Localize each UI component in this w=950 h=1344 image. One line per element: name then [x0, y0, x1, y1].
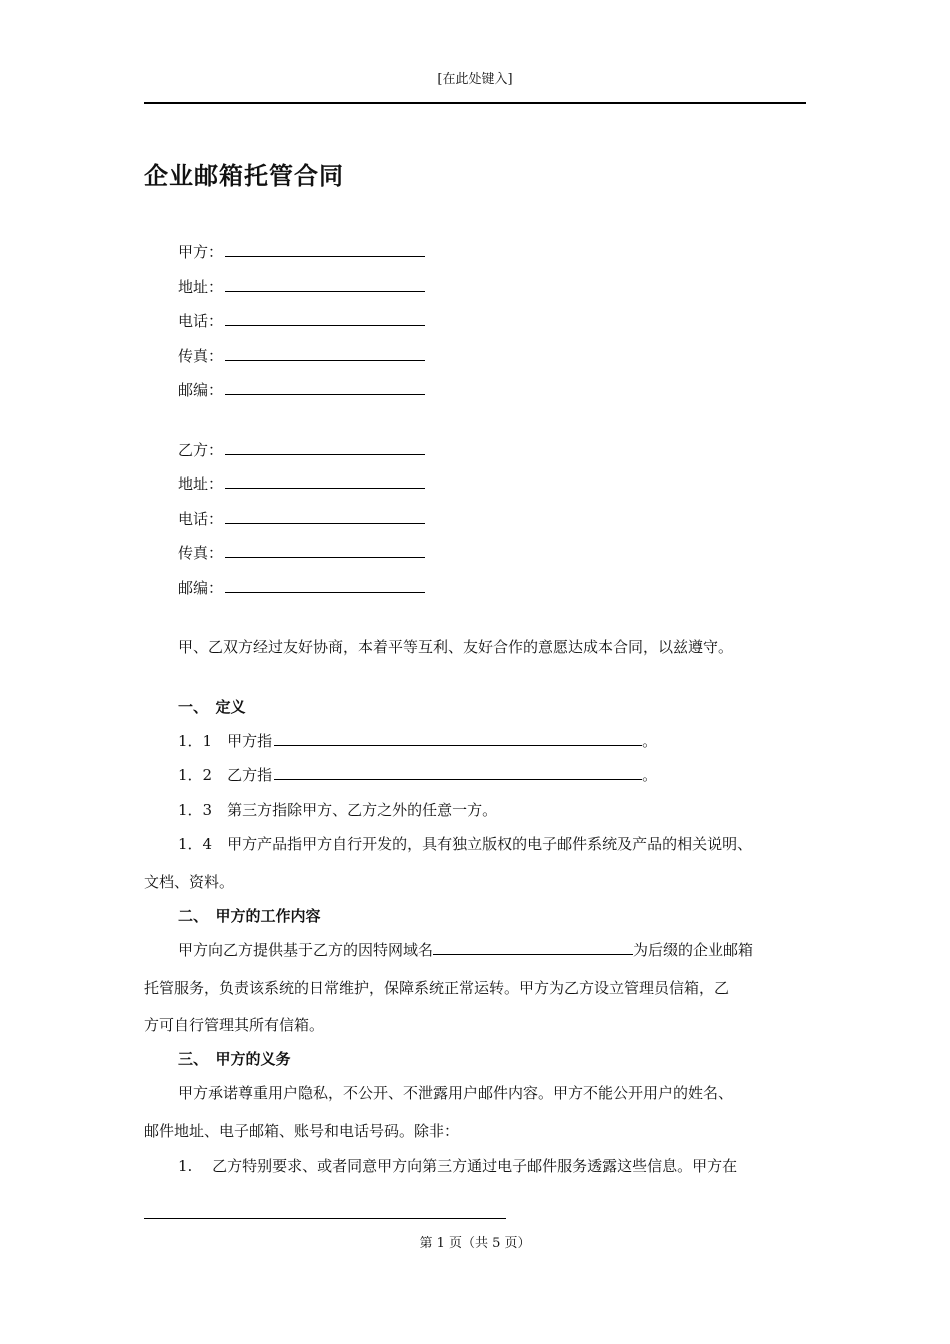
- fill-blank: [225, 379, 425, 395]
- fill-blank: [274, 764, 642, 780]
- section-3-line-1: 甲方承诺尊重用户隐私，不公开、不泄露用户邮件内容。甲方不能公开用户的姓名、: [178, 1084, 734, 1102]
- section-3-line-3: 1. 乙方特别要求、或者同意甲方向第三方通过电子邮件服务透露这些信息。甲方在: [178, 1157, 738, 1175]
- document-title: 企业邮箱托管合同: [144, 161, 344, 190]
- section-2-line-1: [178, 939, 753, 960]
- intro-paragraph: 甲、乙双方经过友好协商，本着平等互利、友好合作的意愿达成本合同，以兹遵守。: [178, 638, 734, 656]
- party-b-phone-field: [178, 508, 425, 530]
- section-2-line-2: 托管服务，负责该系统的日常维护，保障系统正常运转。甲方为乙方设立管理员信箱，乙: [144, 979, 730, 997]
- party-a-name-field: [178, 241, 425, 263]
- fill-blank: [433, 939, 633, 955]
- clause-text: 为后缀的企业邮箱: [633, 941, 754, 959]
- field-label: 甲方：: [178, 243, 224, 261]
- party-b-fax-field: [178, 542, 425, 564]
- fill-blank: [225, 241, 425, 257]
- party-a-postcode-field: [178, 379, 425, 401]
- fill-blank: [225, 310, 425, 326]
- fill-blank: [225, 345, 425, 361]
- section-2-line-3: 方可自行管理其所有信箱。: [144, 1016, 325, 1034]
- section-3-heading: 三、 甲方的义务: [178, 1050, 291, 1068]
- field-label: 地址：: [178, 278, 224, 296]
- clause-suffix: 。: [642, 766, 658, 784]
- party-b-name-field: [178, 439, 425, 461]
- clause-1-1: [178, 730, 657, 751]
- clause-1-2: [178, 764, 657, 785]
- section-2-heading: 二、 甲方的工作内容: [178, 907, 321, 925]
- clause-text: 甲方向乙方提供基于乙方的因特网域名: [178, 941, 434, 959]
- party-b-postcode-field: [178, 577, 425, 599]
- clause-1-4-line-1: 1．4 甲方产品指甲方自行开发的，具有独立版权的电子邮件系统及产品的相关说明、: [178, 835, 753, 853]
- field-label: 邮编：: [178, 579, 224, 597]
- fill-blank: [225, 439, 425, 455]
- section-1-heading: 一、 定义: [178, 698, 246, 716]
- clause-suffix: 。: [642, 732, 658, 750]
- fill-blank: [225, 276, 425, 292]
- fill-blank: [225, 508, 425, 524]
- field-label: 邮编：: [178, 381, 224, 399]
- page-header: [在此处键入]: [437, 72, 513, 87]
- header-rule: [144, 102, 806, 104]
- clause-1-4-line-2: 文档、资料。: [144, 873, 235, 891]
- fill-blank: [225, 542, 425, 558]
- footnote-rule: [144, 1218, 506, 1219]
- party-a-phone-field: [178, 310, 425, 332]
- party-a-address-field: [178, 276, 425, 298]
- clause-text: 1．1 甲方指: [178, 732, 273, 750]
- fill-blank: [225, 473, 425, 489]
- field-label: 地址：: [178, 475, 224, 493]
- field-label: 电话：: [178, 312, 224, 330]
- clause-text: 1．2 乙方指: [178, 766, 273, 784]
- field-label: 传真：: [178, 544, 224, 562]
- section-3-line-2: 邮件地址、电子邮箱、账号和电话号码。除非：: [144, 1122, 460, 1140]
- clause-1-3: 1．3 第三方指除甲方、乙方之外的任意一方。: [178, 801, 498, 819]
- page-footer: 第 1 页（共 5 页）: [419, 1236, 531, 1251]
- field-label: 乙方：: [178, 441, 224, 459]
- party-a-fax-field: [178, 345, 425, 367]
- fill-blank: [274, 730, 642, 746]
- field-label: 电话：: [178, 510, 224, 528]
- fill-blank: [225, 577, 425, 593]
- party-b-address-field: [178, 473, 425, 495]
- field-label: 传真：: [178, 347, 224, 365]
